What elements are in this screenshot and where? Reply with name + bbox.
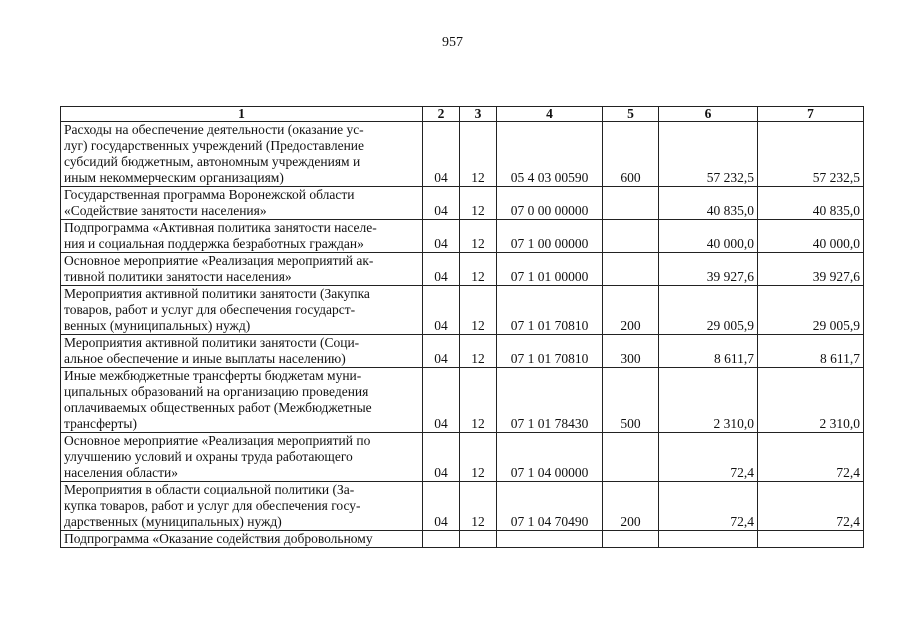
description-line: Основное мероприятие «Реализация мероприятий по: [64, 433, 371, 448]
description-line: иным некоммерческим организациям): [64, 170, 284, 185]
row-amount-7: 72,4: [758, 433, 864, 482]
row-target-code: 07 1 00 00000: [497, 220, 603, 253]
row-description: [61, 122, 423, 187]
row-amount-7: 72,4: [758, 482, 864, 531]
row-target-code: 07 1 04 70490: [497, 482, 603, 531]
header-col-1: 1: [61, 107, 423, 122]
row-description: [61, 253, 423, 286]
header-col-3: 3: [460, 107, 497, 122]
description-line: ния и социальная поддержка безработных граждан»: [64, 236, 364, 251]
table-header: [61, 107, 864, 122]
table-row: [61, 482, 864, 531]
description-line: дарственных (муниципальных) нужд): [64, 514, 282, 529]
row-expense-type: 500: [603, 368, 659, 433]
row-expense-type: [603, 187, 659, 220]
row-amount-7: 40 000,0: [758, 220, 864, 253]
description-line: Расходы на обеспечение деятельности (оказание ус-: [64, 122, 364, 137]
row-amount-7: 57 232,5: [758, 122, 864, 187]
row-description: [61, 220, 423, 253]
description-line: Мероприятия активной политики занятости (Закупка: [64, 286, 370, 301]
row-amount-6: 72,4: [659, 433, 758, 482]
description-line: субсидий бюджетным, автономным учреждениям и: [64, 154, 361, 169]
row-amount-6: 8 611,7: [659, 335, 758, 368]
row-expense-type: [603, 253, 659, 286]
row-description: [61, 531, 423, 548]
description-line: улучшению условий и охраны труда работающего: [64, 449, 353, 464]
row-expense-type: [603, 220, 659, 253]
row-description: [61, 335, 423, 368]
description-line: Иные межбюджетные трансферты бюджетам муни-: [64, 368, 362, 383]
row-expense-type: 300: [603, 335, 659, 368]
row-amount-7: 29 005,9: [758, 286, 864, 335]
header-col-2: 2: [423, 107, 460, 122]
row-amount-6: 40 835,0: [659, 187, 758, 220]
row-target-code: 05 4 03 00590: [497, 122, 603, 187]
row-target-code: 07 1 04 00000: [497, 433, 603, 482]
row-target-code: 07 0 00 00000: [497, 187, 603, 220]
header-row: [61, 107, 864, 122]
row-description: [61, 187, 423, 220]
row-section: [423, 531, 460, 548]
description-line: Государственная программа Воронежской области: [64, 187, 355, 202]
table-row: [61, 286, 864, 335]
row-section: 04: [423, 433, 460, 482]
description-line: трансферты): [64, 416, 137, 431]
table-row: [61, 220, 864, 253]
description-line: луг) государственных учреждений (Предоставление: [64, 138, 365, 153]
row-subsection: 12: [460, 286, 497, 335]
row-amount-6: [659, 531, 758, 548]
row-target-code: [497, 531, 603, 548]
description-line: Подпрограмма «Оказание содействия добровольному: [64, 531, 373, 546]
description-line: населения области»: [64, 465, 179, 480]
table-row: [61, 433, 864, 482]
row-description: [61, 368, 423, 433]
row-section: 04: [423, 220, 460, 253]
row-subsection: 12: [460, 187, 497, 220]
description-line: ципальных образований на организацию проведения: [64, 384, 369, 399]
row-amount-7: 2 310,0: [758, 368, 864, 433]
row-section: 04: [423, 286, 460, 335]
row-amount-6: 57 232,5: [659, 122, 758, 187]
description-line: Основное мероприятие «Реализация мероприятий ак-: [64, 253, 374, 268]
row-subsection: [460, 531, 497, 548]
row-subsection: 12: [460, 482, 497, 531]
row-subsection: 12: [460, 368, 497, 433]
description-line: купка товаров, работ и услуг для обеспечения госу-: [64, 498, 361, 513]
description-line: товаров, работ и услуг для обеспечения государст-: [64, 302, 356, 317]
header-col-5: 5: [603, 107, 659, 122]
table-body: [61, 122, 864, 548]
row-amount-6: 29 005,9: [659, 286, 758, 335]
row-subsection: 12: [460, 122, 497, 187]
row-expense-type: 200: [603, 286, 659, 335]
description-line: тивной политики занятости населения»: [64, 269, 292, 284]
row-expense-type: [603, 531, 659, 548]
row-description: [61, 433, 423, 482]
row-subsection: 12: [460, 335, 497, 368]
row-amount-6: 39 927,6: [659, 253, 758, 286]
table-row: [61, 531, 864, 548]
description-line: оплачиваемых общественных работ (Межбюджетные: [64, 400, 372, 415]
row-amount-6: 72,4: [659, 482, 758, 531]
row-amount-7: 40 835,0: [758, 187, 864, 220]
row-section: 04: [423, 482, 460, 531]
header-col-4: 4: [497, 107, 603, 122]
row-subsection: 12: [460, 433, 497, 482]
row-description: [61, 286, 423, 335]
row-amount-7: [758, 531, 864, 548]
description-line: венных (муниципальных) нужд): [64, 318, 251, 333]
budget-table: [60, 106, 864, 548]
row-target-code: 07 1 01 78430: [497, 368, 603, 433]
table-row: [61, 122, 864, 187]
row-expense-type: 600: [603, 122, 659, 187]
row-subsection: 12: [460, 253, 497, 286]
description-line: альное обеспечение и иные выплаты населению): [64, 351, 346, 366]
row-amount-7: 8 611,7: [758, 335, 864, 368]
table-row: [61, 335, 864, 368]
header-col-7: 7: [758, 107, 864, 122]
description-line: Мероприятия в области социальной политики (За-: [64, 482, 355, 497]
table-row: [61, 253, 864, 286]
row-section: 04: [423, 187, 460, 220]
row-amount-6: 2 310,0: [659, 368, 758, 433]
row-section: 04: [423, 335, 460, 368]
row-section: 04: [423, 368, 460, 433]
row-expense-type: 200: [603, 482, 659, 531]
row-amount-6: 40 000,0: [659, 220, 758, 253]
page-number: 957: [442, 35, 463, 50]
row-section: 04: [423, 253, 460, 286]
row-target-code: 07 1 01 70810: [497, 286, 603, 335]
row-target-code: 07 1 01 00000: [497, 253, 603, 286]
row-section: 04: [423, 122, 460, 187]
row-amount-7: 39 927,6: [758, 253, 864, 286]
header-col-6: 6: [659, 107, 758, 122]
row-expense-type: [603, 433, 659, 482]
table-row: [61, 187, 864, 220]
table-row: [61, 368, 864, 433]
row-target-code: 07 1 01 70810: [497, 335, 603, 368]
description-line: Мероприятия активной политики занятости (Соци-: [64, 335, 360, 350]
row-subsection: 12: [460, 220, 497, 253]
description-line: Подпрограмма «Активная политика занятости населе-: [64, 220, 377, 235]
description-line: «Содействие занятости населения»: [64, 203, 267, 218]
row-description: [61, 482, 423, 531]
